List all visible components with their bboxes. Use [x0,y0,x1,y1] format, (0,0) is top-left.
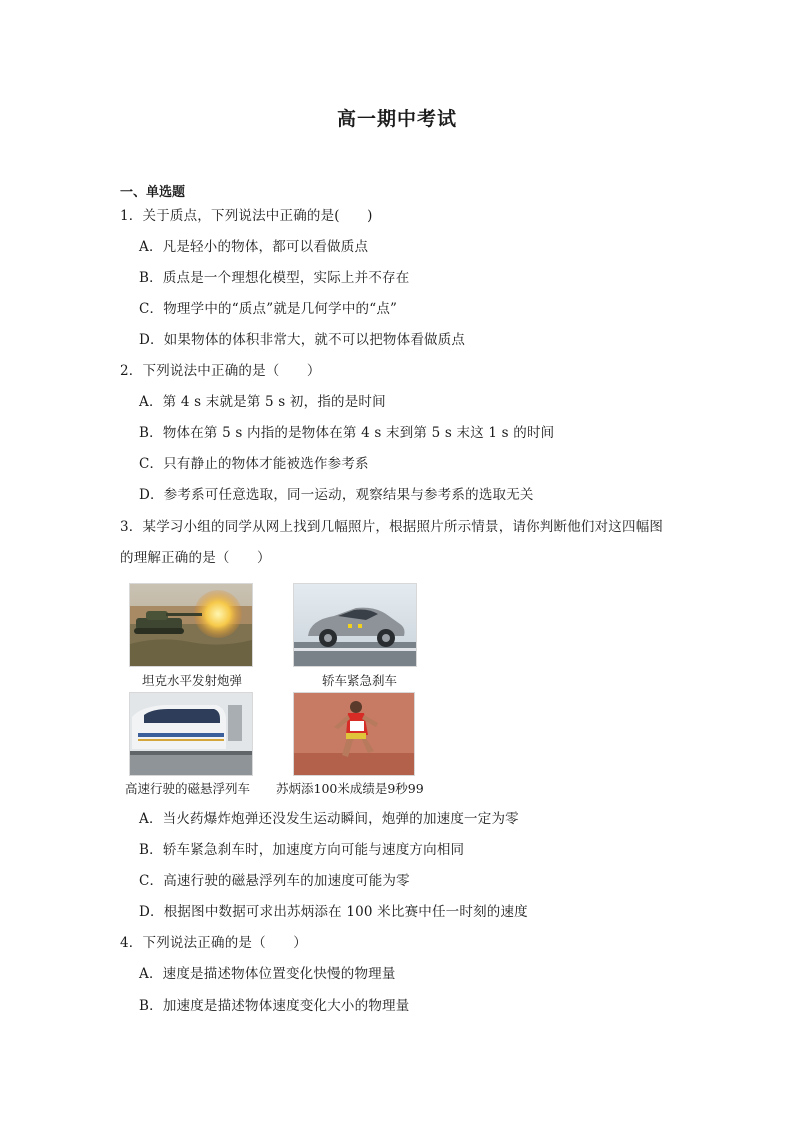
question-1-option-d[interactable]: D．如果物体的体积非常大，就不可以把物体看做质点 [139,332,466,348]
question-1-option-a[interactable]: A．凡是轻小的物体，都可以看做质点 [139,239,369,255]
section-heading: 一、单选题 [120,185,186,200]
photo-caption-sprinter: 苏炳添100米成绩是9秒99 [276,781,424,796]
page-title: 高一期中考试 [336,108,457,130]
question-3-option-b[interactable]: B．轿车紧急刹车时，加速度方向可能与速度方向相同 [139,842,465,858]
question-1-option-b[interactable]: B．质点是一个理想化模型，实际上并不存在 [139,270,410,286]
photo-caption-car: 轿车紧急刹车 [322,673,398,688]
question-2-stem: 2．下列说法中正确的是（ ） [120,363,321,379]
question-3-option-c[interactable]: C．高速行驶的磁悬浮列车的加速度可能为零 [139,873,410,889]
question-3-stem-line-2: 的理解正确的是（ ） [120,550,271,566]
car-braking-photo [293,583,417,667]
question-4-option-b[interactable]: B．加速度是描述物体速度变化大小的物理量 [139,998,410,1014]
question-4-stem: 4．下列说法正确的是（ ） [120,935,307,951]
photo-caption-tank: 坦克水平发射炮弹 [142,673,243,688]
question-3-option-d[interactable]: D．根据图中数据可求出苏炳添在 100 米比赛中任一时刻的速度 [139,904,528,920]
question-3-option-a[interactable]: A．当火药爆炸炮弹还没发生运动瞬间，炮弹的加速度一定为零 [139,811,519,827]
question-2-option-a[interactable]: A．第 4 s 末就是第 5 s 初，指的是时间 [139,394,386,410]
question-1-stem: 1．关于质点，下列说法中正确的是( ) [120,208,373,224]
question-4-option-a[interactable]: A．速度是描述物体位置变化快慢的物理量 [139,966,396,982]
question-2-option-c[interactable]: C．只有静止的物体才能被选作参考系 [139,456,369,472]
question-3-stem-line-1: 3．某学习小组的同学从网上找到几幅照片，根据照片所示情景，请你判断他们对这四幅图 [120,519,664,535]
question-2-option-b[interactable]: B．物体在第 5 s 内指的是物体在第 4 s 末到第 5 s 末这 1 s 的时间 [139,425,555,441]
maglev-train-photo [129,692,253,776]
tank-firing-photo [129,583,253,667]
photo-caption-maglev: 高速行驶的磁悬浮列车 [125,781,251,796]
question-2-option-d[interactable]: D．参考系可任意选取，同一运动，观察结果与参考系的选取无关 [139,487,534,503]
sprinter-photo [293,692,415,776]
question-1-option-c[interactable]: C．物理学中的“质点”就是几何学中的“点” [139,301,398,317]
